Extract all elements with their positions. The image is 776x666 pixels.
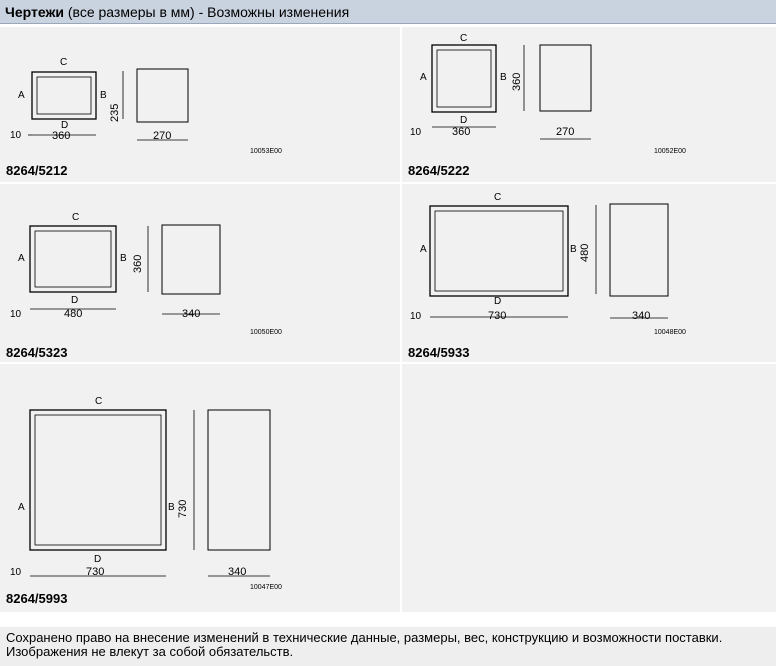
dim-depth: 340 bbox=[182, 308, 201, 320]
label-c: C bbox=[72, 212, 80, 223]
dim-height: 360 bbox=[132, 254, 144, 273]
dim-offset: 10 bbox=[410, 311, 422, 322]
label-b: B bbox=[500, 72, 507, 83]
drawings-grid bbox=[0, 27, 776, 612]
drawing-cell bbox=[402, 184, 776, 362]
dim-height: 480 bbox=[579, 243, 591, 262]
label-b: B bbox=[570, 244, 577, 255]
dim-offset: 10 bbox=[410, 127, 422, 138]
drawing-svg bbox=[402, 184, 776, 362]
drawing-cell bbox=[402, 27, 776, 182]
drawing-code: 10052E00 bbox=[654, 148, 686, 155]
dim-depth: 270 bbox=[153, 130, 172, 142]
dim-width: 360 bbox=[52, 130, 71, 142]
header-title-bold: Чертежи bbox=[5, 4, 64, 20]
label-b: B bbox=[168, 502, 175, 513]
label-c: C bbox=[60, 57, 68, 68]
dim-width: 730 bbox=[86, 566, 105, 578]
model-number: 8264/5222 bbox=[408, 163, 470, 178]
dim-height: 235 bbox=[109, 103, 121, 122]
dim-width: 730 bbox=[488, 310, 507, 322]
dim-depth: 270 bbox=[556, 126, 575, 138]
dim-height: 360 bbox=[511, 72, 523, 91]
model-number: 8264/5212 bbox=[6, 163, 68, 178]
empty-cell bbox=[402, 364, 776, 612]
drawing-svg bbox=[402, 27, 776, 182]
label-d: D bbox=[494, 296, 502, 307]
label-d: D bbox=[71, 295, 79, 306]
drawing-cell bbox=[0, 184, 400, 362]
drawing-svg bbox=[0, 184, 400, 362]
label-a: A bbox=[18, 90, 25, 101]
label-d: D bbox=[94, 554, 102, 565]
dim-width: 480 bbox=[64, 308, 83, 320]
header-title-rest: (все размеры в мм) - Возможны изменения bbox=[63, 4, 350, 20]
label-c: C bbox=[460, 33, 468, 44]
model-number: 8264/5993 bbox=[6, 591, 68, 606]
label-c: C bbox=[494, 192, 502, 203]
disclaimer-line-2: Изображения не влекут за собой обязательств. bbox=[6, 644, 294, 659]
label-a: A bbox=[420, 72, 427, 83]
dim-depth: 340 bbox=[228, 566, 247, 578]
dim-offset: 10 bbox=[10, 567, 22, 578]
drawing-svg bbox=[0, 364, 400, 612]
label-d: D bbox=[460, 115, 468, 126]
dim-width: 360 bbox=[452, 126, 471, 138]
label-a: A bbox=[420, 244, 427, 255]
dim-depth: 340 bbox=[632, 310, 651, 322]
dim-offset: 10 bbox=[10, 309, 22, 320]
disclaimer-line-1: Сохранено право на внесение изменений в технические данные, размеры, вес, конструкцию и возможности поставки. bbox=[6, 630, 723, 645]
drawing-svg bbox=[0, 27, 400, 182]
drawing-code: 10048E00 bbox=[654, 329, 686, 336]
drawing-code: 10050E00 bbox=[250, 329, 282, 336]
section-header bbox=[0, 0, 776, 24]
drawing-code: 10047E00 bbox=[250, 584, 282, 591]
drawing-code: 10053E00 bbox=[250, 148, 282, 155]
drawing-cell bbox=[0, 27, 400, 182]
model-number: 8264/5933 bbox=[408, 345, 470, 360]
label-b: B bbox=[100, 90, 107, 101]
label-c: C bbox=[95, 396, 103, 407]
dim-offset: 10 bbox=[10, 130, 22, 141]
label-b: B bbox=[120, 253, 127, 264]
dim-height: 730 bbox=[177, 499, 189, 518]
label-a: A bbox=[18, 502, 25, 513]
label-a: A bbox=[18, 253, 25, 264]
model-number: 8264/5323 bbox=[6, 345, 68, 360]
label-d: D bbox=[61, 120, 69, 131]
disclaimer bbox=[0, 627, 776, 666]
drawing-cell bbox=[0, 364, 400, 612]
